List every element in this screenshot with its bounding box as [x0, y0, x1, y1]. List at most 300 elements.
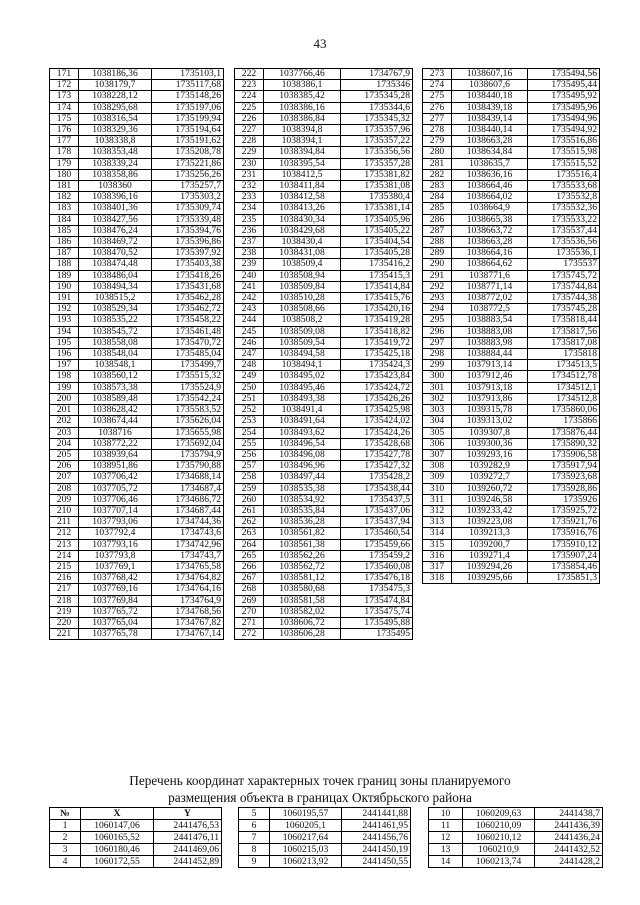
point-number: 228 — [235, 136, 264, 147]
point-number: 221 — [50, 629, 79, 640]
table-row — [423, 461, 600, 472]
table-row — [429, 856, 603, 868]
table-row — [50, 349, 224, 360]
y-coordinate: 1734744,36 — [152, 517, 224, 528]
table-row — [423, 360, 600, 371]
x-coordinate: 1039213,3 — [452, 528, 528, 539]
y-coordinate: 1735583,52 — [152, 405, 224, 416]
point-number: 247 — [235, 349, 264, 360]
y-coordinate: 2441461,95 — [342, 820, 411, 832]
x-coordinate: 1038606,28 — [264, 629, 341, 640]
table-row — [423, 472, 600, 483]
table-row — [50, 80, 224, 91]
point-number: 194 — [50, 326, 79, 337]
y-coordinate: 2441456,76 — [342, 832, 411, 844]
point-number: 261 — [235, 505, 264, 516]
point-number: 211 — [50, 517, 79, 528]
point-number: 266 — [235, 561, 264, 572]
zone-coordinates-table-3 — [428, 807, 603, 868]
x-coordinate: 1038628,42 — [79, 405, 152, 416]
point-number: 256 — [235, 449, 264, 460]
x-coordinate: 1038440,14 — [452, 125, 528, 136]
table-row — [423, 371, 600, 382]
x-coordinate: 1038581,58 — [264, 595, 341, 606]
table-row — [235, 472, 413, 483]
page-number: 43 — [313, 36, 327, 51]
table-row — [50, 561, 224, 572]
y-coordinate: 1734688,14 — [152, 472, 224, 483]
y-coordinate: 1735626,04 — [152, 416, 224, 427]
point-number: 237 — [235, 237, 264, 248]
y-coordinate: 1735537,44 — [528, 225, 600, 236]
x-coordinate: 1038939,64 — [79, 449, 152, 460]
y-coordinate: 2441469,06 — [154, 844, 222, 856]
y-coordinate: 1735790,88 — [152, 461, 224, 472]
table-row — [423, 237, 600, 248]
x-coordinate: 1039307,8 — [452, 427, 528, 438]
y-coordinate: 1735532,36 — [528, 203, 600, 214]
x-coordinate: 1060209,63 — [463, 808, 535, 820]
y-coordinate: 1735437,06 — [341, 505, 413, 516]
x-coordinate: 1038470,52 — [79, 248, 152, 259]
x-coordinate: 1038429,68 — [264, 225, 341, 236]
y-coordinate: 1735866 — [528, 416, 600, 427]
point-number: 4 — [50, 856, 81, 868]
point-number: 293 — [423, 293, 452, 304]
y-coordinate: 1735415,3 — [341, 270, 413, 281]
x-coordinate: 1038496,96 — [264, 461, 341, 472]
point-number: 289 — [423, 248, 452, 259]
x-coordinate: 1038515,2 — [79, 293, 152, 304]
x-coordinate: 1038664,9 — [452, 203, 528, 214]
y-coordinate: 1735345,28 — [341, 91, 413, 102]
x-coordinate: 1038634,84 — [452, 147, 528, 158]
y-coordinate: 1735817,08 — [528, 337, 600, 348]
table-row — [50, 382, 224, 393]
x-coordinate: 1038535,22 — [79, 315, 152, 326]
point-number: 305 — [423, 427, 452, 438]
point-number: 294 — [423, 304, 452, 315]
table-row — [50, 102, 224, 113]
y-coordinate: 1735194,64 — [152, 125, 224, 136]
x-coordinate: 1039293,16 — [452, 449, 528, 460]
zone-coordinates-table-2 — [238, 807, 411, 868]
table-row — [423, 136, 600, 147]
table-row — [423, 181, 600, 192]
y-coordinate: 1735416,2 — [341, 259, 413, 270]
y-coordinate: 1735818,44 — [528, 315, 600, 326]
x-coordinate: 1038497,44 — [264, 472, 341, 483]
point-number: 272 — [235, 629, 264, 640]
point-number: 192 — [50, 304, 79, 315]
y-coordinate: 1735357,96 — [341, 125, 413, 136]
y-coordinate: 1735425,18 — [341, 349, 413, 360]
x-coordinate: 1038228,12 — [79, 91, 152, 102]
y-coordinate: 1735303,2 — [152, 192, 224, 203]
table-row — [235, 606, 413, 617]
y-coordinate: 1735928,86 — [528, 483, 600, 494]
x-coordinate: 1038493,62 — [264, 427, 341, 438]
table-row — [423, 416, 600, 427]
x-coordinate: 1038606,72 — [264, 617, 341, 628]
table-row — [235, 102, 413, 113]
x-coordinate: 1038716 — [79, 427, 152, 438]
table-row — [235, 461, 413, 472]
column-header-y: Y — [154, 808, 222, 820]
point-number: 225 — [235, 102, 264, 113]
table-row — [50, 856, 222, 868]
table-row — [423, 214, 600, 225]
table-row — [235, 393, 413, 404]
table-row — [50, 203, 224, 214]
table-row — [50, 472, 224, 483]
x-coordinate: 1060210,9 — [463, 844, 535, 856]
x-coordinate: 1037705,72 — [79, 483, 152, 494]
x-coordinate: 1038561,82 — [264, 528, 341, 539]
x-coordinate: 1038469,72 — [79, 237, 152, 248]
x-coordinate: 1038358,86 — [79, 169, 152, 180]
x-coordinate: 1038664,16 — [452, 248, 528, 259]
table-row — [50, 225, 224, 236]
point-number: 301 — [423, 382, 452, 393]
y-coordinate: 1735424,72 — [341, 382, 413, 393]
x-coordinate: 1038394,84 — [264, 147, 341, 158]
point-number: 230 — [235, 158, 264, 169]
point-number: 265 — [235, 550, 264, 561]
y-coordinate: 1735394,76 — [152, 225, 224, 236]
x-coordinate: 1038636,16 — [452, 169, 528, 180]
x-coordinate: 1038385,42 — [264, 91, 341, 102]
point-number: 281 — [423, 158, 452, 169]
x-coordinate: 1038560,12 — [79, 371, 152, 382]
y-coordinate: 1735424,3 — [341, 360, 413, 371]
table-row — [235, 315, 413, 326]
point-number: 295 — [423, 315, 452, 326]
x-coordinate: 1037765,04 — [79, 617, 152, 628]
table-row — [50, 528, 224, 539]
point-number: 201 — [50, 405, 79, 416]
point-number: 257 — [235, 461, 264, 472]
point-number: 233 — [235, 192, 264, 203]
y-coordinate: 1735499,7 — [152, 360, 224, 371]
table-row — [235, 349, 413, 360]
y-coordinate: 2441428,2 — [535, 856, 603, 868]
point-number: 200 — [50, 393, 79, 404]
table-row — [423, 169, 600, 180]
point-number: 226 — [235, 113, 264, 124]
table-row — [423, 393, 600, 404]
table-row — [50, 449, 224, 460]
y-coordinate: 1735460,08 — [341, 561, 413, 572]
x-coordinate: 1038509,4 — [264, 259, 341, 270]
point-number: 269 — [235, 595, 264, 606]
point-number: 255 — [235, 438, 264, 449]
y-coordinate: 1735424,26 — [341, 427, 413, 438]
y-coordinate: 1735515,52 — [528, 158, 600, 169]
y-coordinate: 1735427,32 — [341, 461, 413, 472]
table-row — [50, 304, 224, 315]
table-row — [235, 270, 413, 281]
y-coordinate: 1735309,74 — [152, 203, 224, 214]
table-row — [235, 505, 413, 516]
point-number: 253 — [235, 416, 264, 427]
x-coordinate: 1038494,34 — [79, 281, 152, 292]
table-row — [235, 539, 413, 550]
x-coordinate: 1038431,08 — [264, 248, 341, 259]
point-number: 171 — [50, 69, 79, 80]
table-row — [235, 80, 413, 91]
x-coordinate: 1037793,16 — [79, 539, 152, 550]
point-number: 300 — [423, 371, 452, 382]
table-row — [235, 293, 413, 304]
x-coordinate: 1038772,5 — [452, 304, 528, 315]
table-row — [423, 561, 600, 572]
point-number: 245 — [235, 326, 264, 337]
x-coordinate: 1039271,4 — [452, 550, 528, 561]
point-number: 10 — [429, 808, 463, 820]
table-row — [235, 337, 413, 348]
table-row — [429, 820, 603, 832]
y-coordinate: 1735397,92 — [152, 248, 224, 259]
x-coordinate: 1037912,46 — [452, 371, 528, 382]
y-coordinate: 1735425,98 — [341, 405, 413, 416]
y-coordinate: 1735357,22 — [341, 136, 413, 147]
x-coordinate: 1039260,72 — [452, 483, 528, 494]
y-coordinate: 1735405,22 — [341, 225, 413, 236]
point-number: 312 — [423, 505, 452, 516]
point-number: 174 — [50, 102, 79, 113]
column-header-number: № — [50, 808, 81, 820]
x-coordinate: 1038771,6 — [452, 270, 528, 281]
point-number: 180 — [50, 169, 79, 180]
y-coordinate: 1734513,5 — [528, 360, 600, 371]
table-row — [50, 539, 224, 550]
point-number: 206 — [50, 461, 79, 472]
table-row — [50, 270, 224, 281]
y-coordinate: 1734743,6 — [152, 528, 224, 539]
point-number: 232 — [235, 181, 264, 192]
table-row — [50, 617, 224, 628]
table-row — [423, 315, 600, 326]
y-coordinate: 1735876,44 — [528, 427, 600, 438]
table-row — [235, 214, 413, 225]
x-coordinate: 1038772,02 — [452, 293, 528, 304]
x-coordinate: 1038401,36 — [79, 203, 152, 214]
table-row — [423, 293, 600, 304]
point-number: 239 — [235, 259, 264, 270]
point-number: 222 — [235, 69, 264, 80]
y-coordinate: 2441452,89 — [154, 856, 222, 868]
y-coordinate: 1735516,4 — [528, 169, 600, 180]
y-coordinate: 1735495,88 — [341, 617, 413, 628]
point-number: 277 — [423, 113, 452, 124]
point-number: 306 — [423, 438, 452, 449]
table-row — [423, 494, 600, 505]
y-coordinate: 1735414,84 — [341, 281, 413, 292]
point-number: 8 — [239, 844, 270, 856]
table-row — [429, 808, 603, 820]
table-row — [235, 371, 413, 382]
point-number: 264 — [235, 539, 264, 550]
x-coordinate: 1038508,66 — [264, 304, 341, 315]
y-coordinate: 1735191,62 — [152, 136, 224, 147]
x-coordinate: 1038607,6 — [452, 80, 528, 91]
x-coordinate: 1060210,09 — [463, 820, 535, 832]
point-number: 187 — [50, 248, 79, 259]
point-number: 296 — [423, 326, 452, 337]
x-coordinate: 1039223,08 — [452, 517, 528, 528]
table-row — [423, 91, 600, 102]
y-coordinate: 1735817,56 — [528, 326, 600, 337]
table-row — [423, 192, 600, 203]
x-coordinate: 1038581,12 — [264, 573, 341, 584]
y-coordinate: 2441450,55 — [342, 856, 411, 868]
table-row — [423, 517, 600, 528]
point-number: 204 — [50, 438, 79, 449]
x-coordinate: 1060165,52 — [81, 832, 154, 844]
point-number: 287 — [423, 225, 452, 236]
table-row — [50, 169, 224, 180]
table-row — [423, 259, 600, 270]
table-row — [50, 125, 224, 136]
y-coordinate: 1735860,06 — [528, 405, 600, 416]
y-coordinate: 1735257,7 — [152, 181, 224, 192]
point-number: 205 — [50, 449, 79, 460]
point-number: 199 — [50, 382, 79, 393]
y-coordinate: 1735396,86 — [152, 237, 224, 248]
x-coordinate: 1060215,03 — [270, 844, 342, 856]
point-number: 270 — [235, 606, 264, 617]
table-row — [239, 820, 411, 832]
y-coordinate: 1735345,32 — [341, 113, 413, 124]
table-row — [423, 203, 600, 214]
table-row — [50, 69, 224, 80]
y-coordinate: 1735197,06 — [152, 102, 224, 113]
point-number: 310 — [423, 483, 452, 494]
x-coordinate: 1038412,58 — [264, 192, 341, 203]
x-coordinate: 1037769,84 — [79, 595, 152, 606]
y-coordinate: 1735419,28 — [341, 315, 413, 326]
x-coordinate: 1060205,1 — [270, 820, 342, 832]
y-coordinate: 1735460,54 — [341, 528, 413, 539]
point-number: 213 — [50, 539, 79, 550]
table-row — [423, 69, 600, 80]
table-row — [50, 844, 222, 856]
x-coordinate: 1038395,54 — [264, 158, 341, 169]
x-coordinate: 1038360 — [79, 181, 152, 192]
x-coordinate: 1038548,1 — [79, 360, 152, 371]
table-row — [423, 483, 600, 494]
table-row — [235, 158, 413, 169]
table-row — [50, 337, 224, 348]
point-number: 214 — [50, 550, 79, 561]
point-number: 203 — [50, 427, 79, 438]
x-coordinate: 1038495,02 — [264, 371, 341, 382]
x-coordinate: 1038494,58 — [264, 349, 341, 360]
table-row — [50, 550, 224, 561]
y-coordinate: 1735744,84 — [528, 281, 600, 292]
table-row — [50, 820, 222, 832]
y-coordinate: 1735532,8 — [528, 192, 600, 203]
point-number: 252 — [235, 405, 264, 416]
x-coordinate: 1038535,38 — [264, 483, 341, 494]
table-row — [235, 483, 413, 494]
table-row — [423, 382, 600, 393]
y-coordinate: 1735462,72 — [152, 304, 224, 315]
table-row — [423, 349, 600, 360]
table-row — [235, 561, 413, 572]
y-coordinate: 1735495,92 — [528, 91, 600, 102]
point-number: 318 — [423, 573, 452, 584]
table-row — [50, 147, 224, 158]
table-row — [423, 550, 600, 561]
table-row — [50, 595, 224, 606]
y-coordinate: 1735533,68 — [528, 181, 600, 192]
y-coordinate: 1735431,68 — [152, 281, 224, 292]
x-coordinate: 1038494,1 — [264, 360, 341, 371]
x-coordinate: 1038883,54 — [452, 315, 528, 326]
table-row — [235, 629, 413, 640]
y-coordinate: 1735357,28 — [341, 158, 413, 169]
x-coordinate: 1038413,26 — [264, 203, 341, 214]
x-coordinate: 1038884,44 — [452, 349, 528, 360]
table-row — [50, 91, 224, 102]
x-coordinate: 1038430,34 — [264, 214, 341, 225]
table-row — [50, 214, 224, 225]
point-number: 217 — [50, 584, 79, 595]
point-number: 189 — [50, 270, 79, 281]
point-number: 209 — [50, 494, 79, 505]
table-row — [423, 158, 600, 169]
table-row — [50, 483, 224, 494]
x-coordinate: 1037707,14 — [79, 505, 152, 516]
table-row — [423, 573, 600, 584]
table-row — [50, 494, 224, 505]
table-row — [423, 337, 600, 348]
point-number: 282 — [423, 169, 452, 180]
table-row — [235, 584, 413, 595]
x-coordinate: 1060213,74 — [463, 856, 535, 868]
y-coordinate: 1735438,44 — [341, 483, 413, 494]
y-coordinate: 1735437,5 — [341, 494, 413, 505]
y-coordinate: 1734767,82 — [152, 617, 224, 628]
x-coordinate: 1038664,02 — [452, 192, 528, 203]
x-coordinate: 1038663,72 — [452, 225, 528, 236]
table-row — [235, 550, 413, 561]
x-coordinate: 1038508,2 — [264, 315, 341, 326]
table-row — [423, 102, 600, 113]
x-coordinate: 1037768,42 — [79, 573, 152, 584]
point-number: 250 — [235, 382, 264, 393]
point-number: 219 — [50, 606, 79, 617]
y-coordinate: 1735199,94 — [152, 113, 224, 124]
x-coordinate: 1037793,06 — [79, 517, 152, 528]
point-number: 314 — [423, 528, 452, 539]
table-row — [235, 259, 413, 270]
y-coordinate: 1735818 — [528, 349, 600, 360]
x-coordinate: 1038589,48 — [79, 393, 152, 404]
x-coordinate: 1037706,42 — [79, 472, 152, 483]
y-coordinate: 1735148,26 — [152, 91, 224, 102]
x-coordinate: 1038665,38 — [452, 214, 528, 225]
table-row — [239, 844, 411, 856]
point-number: 260 — [235, 494, 264, 505]
y-coordinate: 1735380,4 — [341, 192, 413, 203]
y-coordinate: 1735907,24 — [528, 550, 600, 561]
table-row — [235, 494, 413, 505]
point-number: 234 — [235, 203, 264, 214]
table-row — [423, 427, 600, 438]
